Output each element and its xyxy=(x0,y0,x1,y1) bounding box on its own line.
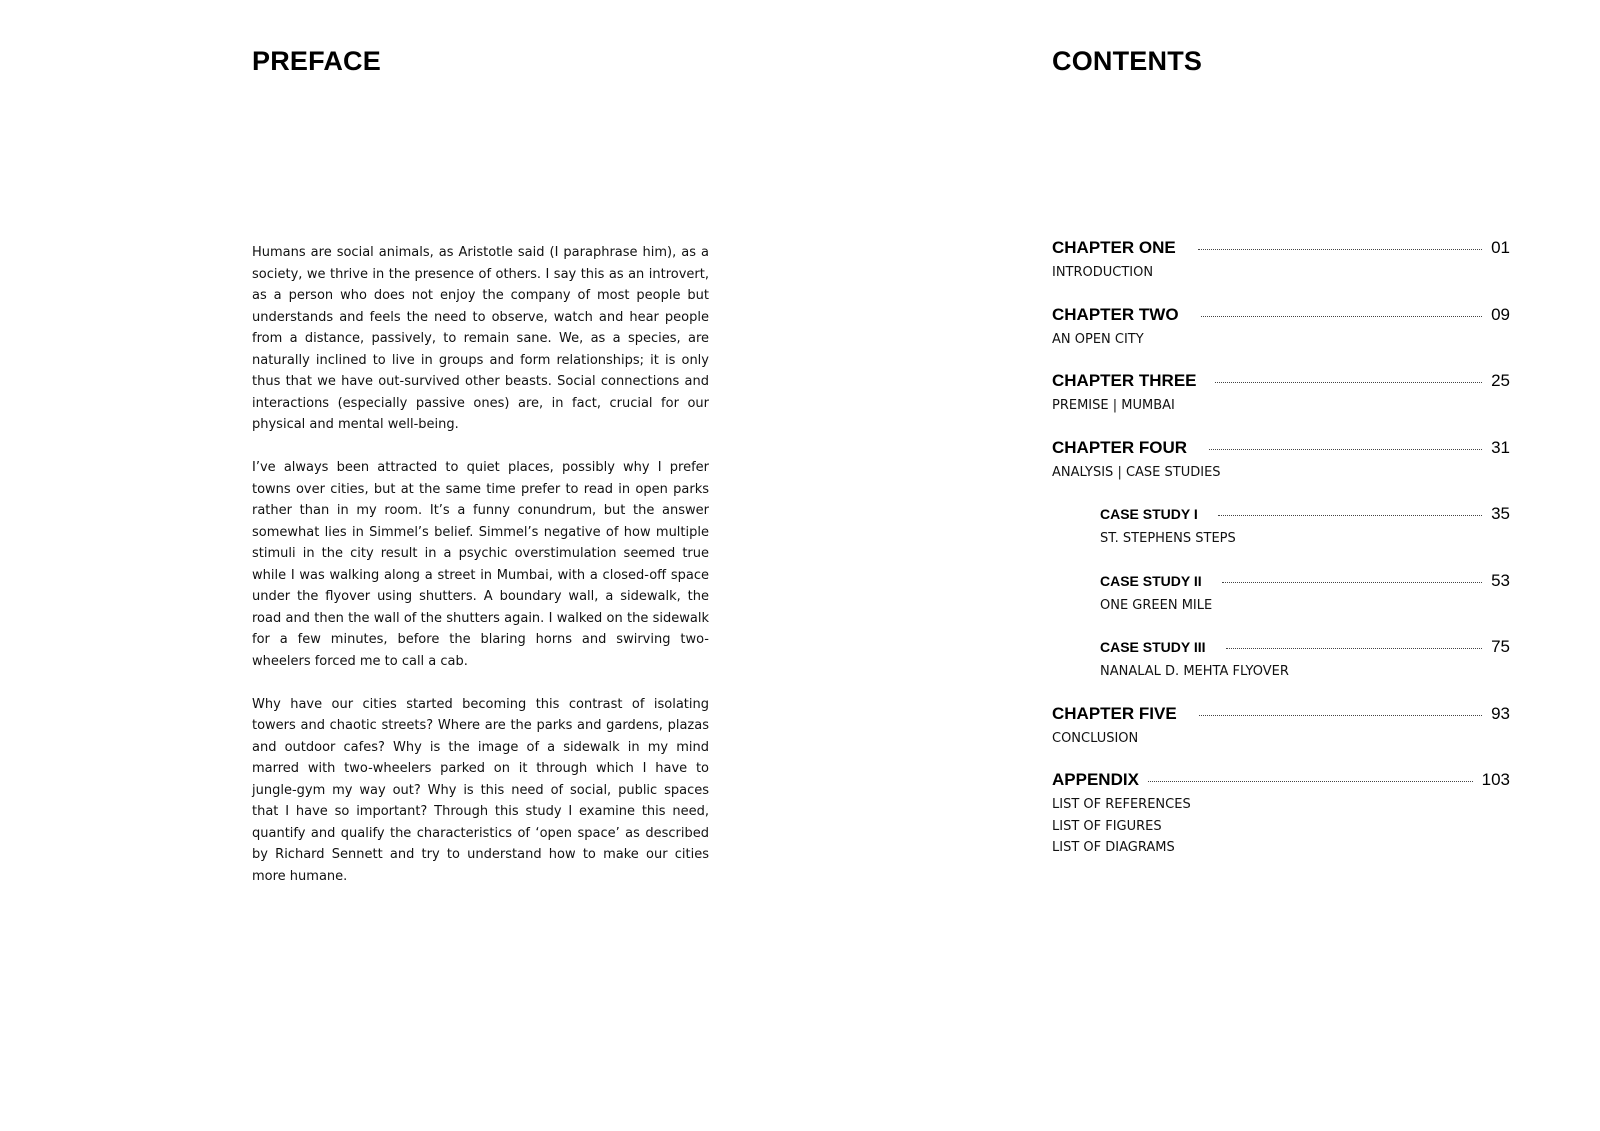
toc-entry-title: CHAPTER THREE xyxy=(1052,371,1197,390)
toc-entry-subtitle: LIST OF FIGURES xyxy=(1052,818,1162,834)
toc-entry-title: CHAPTER ONE xyxy=(1052,238,1176,257)
toc-dot-leader xyxy=(1198,249,1482,250)
toc-entry-chapter-five[interactable] xyxy=(1052,704,1510,750)
toc-entry-subtitle: LIST OF DIAGRAMS xyxy=(1052,840,1175,855)
toc-entry-chapter-three[interactable] xyxy=(1052,371,1510,417)
toc-entry-case-study-2[interactable] xyxy=(1052,571,1510,617)
toc-entry-case-study-3[interactable] xyxy=(1052,637,1510,683)
toc-page-number: 93 xyxy=(1491,703,1510,723)
toc-entry-subtitle: NANALAL D. MEHTA FLYOVER xyxy=(1100,664,1289,679)
toc-page-number: 09 xyxy=(1491,304,1510,324)
toc-entry-chapter-one[interactable] xyxy=(1052,238,1510,284)
toc-entry-subtitle: INTRODUCTION xyxy=(1052,265,1154,280)
toc-dot-leader xyxy=(1218,515,1482,516)
toc-entry-appendix[interactable] xyxy=(1052,770,1510,859)
toc-page-number: 01 xyxy=(1491,238,1510,257)
toc-dot-leader xyxy=(1215,382,1483,383)
toc-entry-subtitle: ANALYSIS | CASE STUDIES xyxy=(1052,464,1221,480)
toc-dot-leader xyxy=(1209,449,1482,450)
preface-paragraph: Why have our cities started becoming this contrast of isolating towers and chaotic streets? Where are the parks and gardens, plazas and outdoor cafes? Why is the image of a sidewalk in my mind marred with two-wheelers parked on it through which I have to jungle-gym my way out? Why is this need of social, public spaces that I have so important? Through this study I examine this need, quantify and qualify the characteristics of ‘open space’ as described by Richard Sennett and try to understand how to make our cities more humane. xyxy=(252,696,709,884)
toc-entry-case-study-1[interactable] xyxy=(1052,504,1510,550)
contents-title: CONTENTS xyxy=(1052,46,1203,76)
toc-entry-chapter-four[interactable] xyxy=(1052,438,1510,484)
toc-entry-title: CHAPTER TWO xyxy=(1052,304,1179,324)
toc-entry-subtitle: ONE GREEN MILE xyxy=(1100,597,1213,613)
toc-dot-leader xyxy=(1222,582,1482,583)
toc-dot-leader xyxy=(1148,781,1473,782)
toc-entry-title: CASE STUDY I xyxy=(1100,506,1198,522)
toc-entry-title: CASE STUDY II xyxy=(1100,572,1202,589)
preface-paragraph: I’ve always been attracted to quiet places, possibly why I prefer towns over cities, but at the same time prefer to read in open parks rather than in my room. It’s a funny conundrum, but the answer somewhat lies in Simmel’s belief. Simmel’s negative of how multiple stimuli in the city result in a psychic overstimulation seemed true while I was walking along a street in Mumbai, with a closed-off space under the flyover using shutters. A boundary wall, a sidewalk, the road and then the wall of the shutters again. I walked on the sidewalk for a few minutes, before the blaring horns and swirving two-wheelers forced me to call a cab. xyxy=(252,460,709,669)
toc-entry-subtitle: ST. STEPHENS STEPS xyxy=(1100,531,1236,546)
toc-entry-title: APPENDIX xyxy=(1052,770,1139,789)
preface-title: PREFACE xyxy=(252,46,381,76)
toc-dot-leader xyxy=(1199,715,1482,716)
toc-dot-leader xyxy=(1201,316,1483,317)
toc-entry-chapter-two[interactable] xyxy=(1052,305,1510,351)
preface-body xyxy=(252,242,709,909)
toc-page-number: 53 xyxy=(1491,570,1510,590)
toc-entry-subtitle: CONCLUSION xyxy=(1052,730,1139,746)
toc-page-number: 31 xyxy=(1491,437,1510,457)
toc-entry-subtitle: LIST OF REFERENCES xyxy=(1052,797,1191,812)
preface-paragraph: Humans are social animals, as Aristotle said (I paraphrase him), as a society, we thrive in the presence of others. I say this as an introvert, as a person who does not enjoy the company of most people but understands and feels the need to observe, watch and hear people from a distance, passively, to remain sane. We, as a species, are naturally inclined to live in groups and form relationships; it is only thus that we have out-survived other beasts. Social connections and interactions (especially passive ones) are, in fact, crucial for our physical and mental well-being. xyxy=(252,245,709,432)
toc-entry-title: CHAPTER FIVE xyxy=(1052,703,1177,723)
toc-entry-title: CASE STUDY III xyxy=(1100,639,1206,655)
toc-entry-subtitle: AN OPEN CITY xyxy=(1052,331,1144,347)
toc-entry-subtitle: PREMISE | MUMBAI xyxy=(1052,398,1175,413)
toc-entry-title: CHAPTER FOUR xyxy=(1052,437,1188,457)
toc-page-number: 103 xyxy=(1481,770,1510,789)
toc-dot-leader xyxy=(1226,648,1483,649)
toc-page-number: 25 xyxy=(1491,371,1510,390)
table-of-contents xyxy=(1052,238,1510,880)
toc-page-number: 35 xyxy=(1491,504,1510,523)
toc-page-number: 75 xyxy=(1491,637,1510,656)
